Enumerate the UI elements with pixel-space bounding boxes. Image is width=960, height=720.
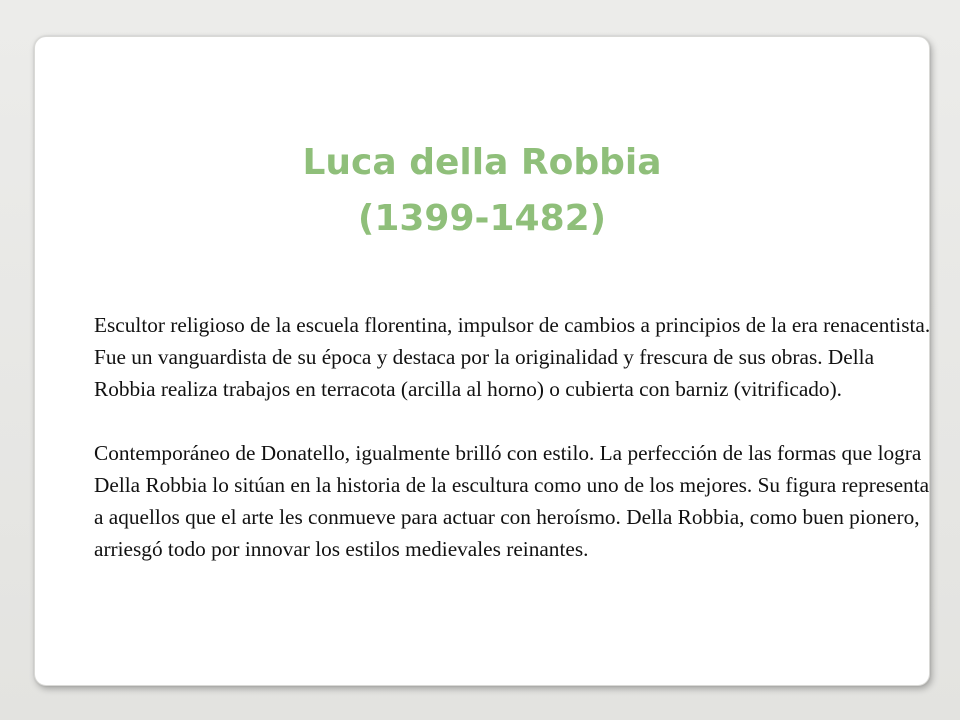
- title-dates: (1399-1482): [357, 198, 607, 239]
- slide-card: [34, 36, 930, 686]
- slide-title: [35, 135, 929, 247]
- paragraph-works: Fue un vanguardista de su época y destaca por la originalidad y frescura de sus obras. Della Robbia realiza trabajos en terracota (arcilla al horno) o cubierta con barniz (vitrificado).: [94, 345, 875, 401]
- paragraph-legacy: Contemporáneo de Donatello, igualmente brilló con estilo. La perfección de las formas que logra Della Robbia lo sitúan en la historia de la escultura como uno de los mejores. Su figura representa a aquellos que el arte les conmueve para actuar con heroísmo. Della Robbia, como buen pionero, arriesgó todo por innovar los estilos medievales reinantes.: [94, 441, 930, 561]
- title-name: Luca della Robbia: [302, 142, 662, 183]
- paragraph-spacer: [94, 405, 940, 437]
- slide-body: [94, 309, 940, 565]
- paragraph-intro: Escultor religioso de la escuela florentina, impulsor de cambios a principios de la era renacentista.: [94, 313, 931, 337]
